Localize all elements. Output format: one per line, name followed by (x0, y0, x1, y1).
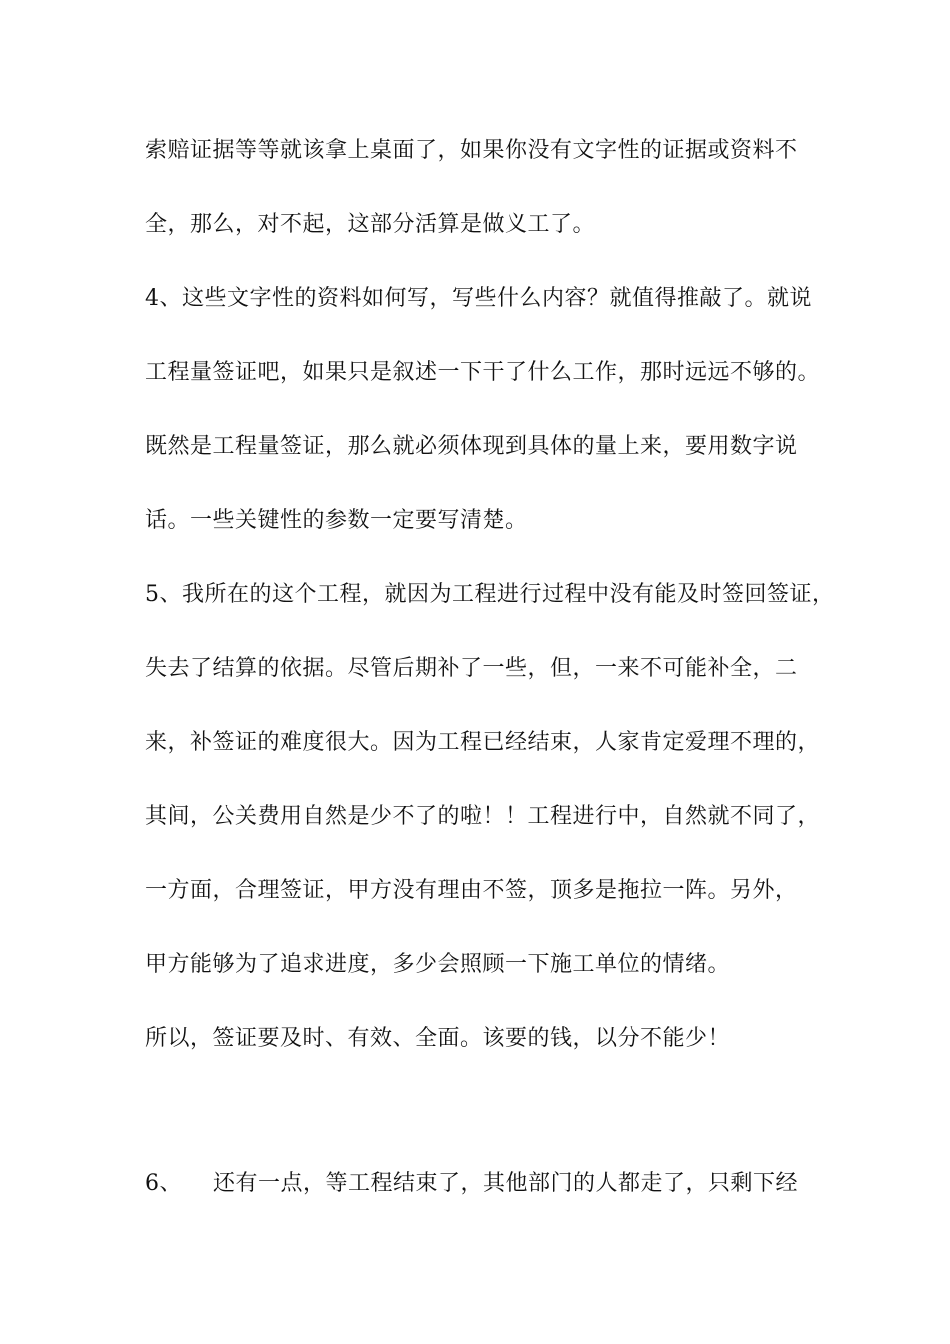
paragraph-line: 4、这些文字性的资料如何写，写些什么内容？就值得推敲了。就说 (145, 286, 812, 311)
paragraph-line: 既然是工程量签证，那么就必须体现到具体的量上来，要用数字说 (145, 434, 798, 459)
paragraph-line: 工程量签证吧，如果只是叙述一下干了什么工作，那时远远不够的。 (145, 360, 821, 385)
paragraph-line: 失去了结算的依据。尽管后期补了一些，但，一来不可能补全，二 (145, 656, 798, 681)
paragraph-line: 一方面，合理签证，甲方没有理由不签，顶多是拖拉一阵。另外， (145, 878, 798, 903)
paragraph-line: 话。一些关键性的参数一定要写清楚。 (145, 508, 528, 533)
paragraph-line: 其间，公关费用自然是少不了的啦！！工程进行中，自然就不同了， (145, 804, 821, 829)
paragraph-line: 所以，签证要及时、有效、全面。该要的钱，以分不能少！ (145, 1026, 731, 1051)
list-item-text: 还有一点，等工程结束了，其他部门的人都走了，只剩下经 (213, 1171, 799, 1196)
list-item-number: 6、 (145, 1171, 182, 1196)
paragraph-line: 来，补签证的难度很大。因为工程已经结束，人家肯定爱理不理的， (145, 730, 821, 755)
paragraph-line: 全，那么，对不起，这部分活算是做义工了。 (145, 212, 596, 237)
list-item-6 (145, 1170, 845, 1198)
paragraph-line: 5、我所在的这个工程，就因为工程进行过程中没有能及时签回签证， (145, 582, 835, 607)
paragraph-line: 甲方能够为了追求进度，多少会照顾一下施工单位的情绪。 (145, 952, 731, 977)
paragraph-line: 索赔证据等等就该拿上桌面了，如果你没有文字性的证据或资料不 (145, 138, 798, 163)
